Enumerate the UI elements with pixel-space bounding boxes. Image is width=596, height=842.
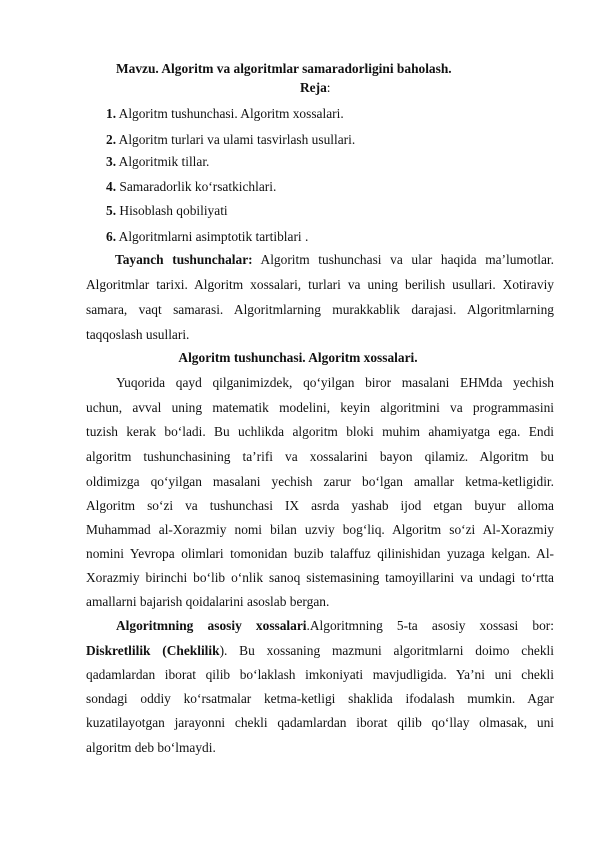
reja-item-number: 2.	[106, 132, 117, 147]
paragraph-line: uchun, avval uning matematik modelini, keyin algoritmini va programmasini	[86, 400, 554, 415]
paragraph-line: Xorazmiy birinchi bo‘lib o‘nlik sanoq sistemasining tamoyillarini va undagi to‘rtta	[86, 570, 554, 585]
reja-item-text: Hisoblash qobiliyati	[116, 203, 228, 218]
document-title	[116, 61, 452, 77]
reja-item-number: 4.	[106, 179, 117, 194]
reja-item-4	[106, 179, 276, 195]
tayanch-line-2: Algoritmlar tarixi. Algoritm xossalari, turlari va uning berilish usullari. Xotiraviy	[86, 277, 554, 292]
properties-text: .Algoritmning 5-ta asosiy xossasi bor:	[306, 618, 554, 633]
reja-item-number: 1.	[106, 106, 117, 121]
section-heading	[0, 350, 596, 366]
paragraph-line: algoritm deb bo‘lmaydi.	[86, 740, 216, 755]
tayanch-text: Algoritm tushunchasi va ular haqida ma’lumotlar.	[252, 252, 554, 267]
paragraph-line: Muhammad al-Xorazmiy nomi bilan uzviy bog‘liq. Algoritm so‘zi Al-Xorazmiy	[86, 522, 554, 537]
properties-line-1	[116, 618, 554, 634]
section-heading-text: Algoritm tushunchasi. Algoritm xossalari.	[178, 350, 418, 365]
paragraph-line: Algoritm so‘zi va tushunchasi IX asrda yashab ijod etgan buyur alloma	[86, 498, 554, 513]
reja-item-text: Algoritmik tillar.	[116, 154, 210, 169]
properties-line-2	[86, 643, 554, 659]
reja-colon: :	[326, 80, 331, 95]
title-text: Mavzu. Algoritm va algoritmlar samaradorligini baholash.	[116, 61, 452, 76]
reja-item-text: Samaradorlik ko‘rsatkichlari.	[116, 179, 277, 194]
paragraph-line: amallarni bajarish qoidalarini asoslab bergan.	[86, 594, 330, 609]
tayanch-line-3: samara, vaqt samarasi. Algoritmlarning murakkablik darajasi. Algoritmlarning	[86, 302, 554, 317]
paragraph-line: kuzatilayotgan jarayonni chekli qadamlardan iborat qilib qo‘llay olmasak, uni	[86, 715, 554, 730]
discreteness-label: Diskretlilik (Cheklilik	[86, 643, 220, 658]
reja-item-number: 5.	[106, 203, 117, 218]
reja-item-number: 6.	[106, 229, 117, 244]
paragraph-line: sondagi oddiy ko‘rsatmalar ketma-ketligi shaklida ifodalash mumkin. Agar	[86, 691, 554, 706]
paragraph-line: nomini Yevropa olimlari tomonidan buzib talaffuz qilinishidan yuzaga kelgan. Al-	[86, 546, 554, 561]
reja-item-1	[106, 106, 344, 122]
reja-item-text: Algoritm tushunchasi. Algoritm xossalari.	[116, 106, 344, 121]
paragraph-line: qadamlardan iborat qilib bo‘laklash imkoniyati mavjudligida. Ya’ni uni chekli	[86, 667, 554, 682]
reja-item-6	[106, 229, 308, 245]
reja-heading	[300, 80, 331, 96]
tayanch-line-4: taqqoslash usullari.	[86, 327, 190, 342]
paragraph-line: algoritm tushunchasining ta’rifi va xossalarini bayon qilamiz. Algoritm bu	[86, 449, 554, 464]
reja-item-5	[106, 203, 228, 219]
reja-item-text: Algoritmlarni asimptotik tartiblari .	[116, 229, 309, 244]
reja-item-number: 3.	[106, 154, 117, 169]
properties-label: Algoritmning asosiy xossalari	[116, 618, 307, 633]
paragraph-line: tuzish kerak bo‘ladi. Bu uchlikda algoritm bloki muhim ahamiyatga ega. Endi	[86, 424, 554, 439]
tayanch-label: Tayanch tushunchalar:	[115, 252, 253, 267]
discreteness-text: ). Bu xossaning mazmuni algoritmlarni doimo chekli	[219, 643, 554, 658]
paragraph-line: oldimizga qo‘yilgan masalani yechish zarur bo‘lgan amallar ketma-ketligidir.	[86, 474, 554, 489]
tayanch-line-1	[115, 252, 554, 268]
paragraph-line: Yuqorida qayd qilganimizdek, qo‘yilgan biror masalani EHMda yechish	[116, 375, 554, 390]
reja-item-3	[106, 154, 209, 170]
reja-item-text: Algoritm turlari va ulami tasvirlash usullari.	[116, 132, 356, 147]
reja-item-2	[106, 132, 355, 148]
reja-label: Reja	[300, 80, 327, 95]
